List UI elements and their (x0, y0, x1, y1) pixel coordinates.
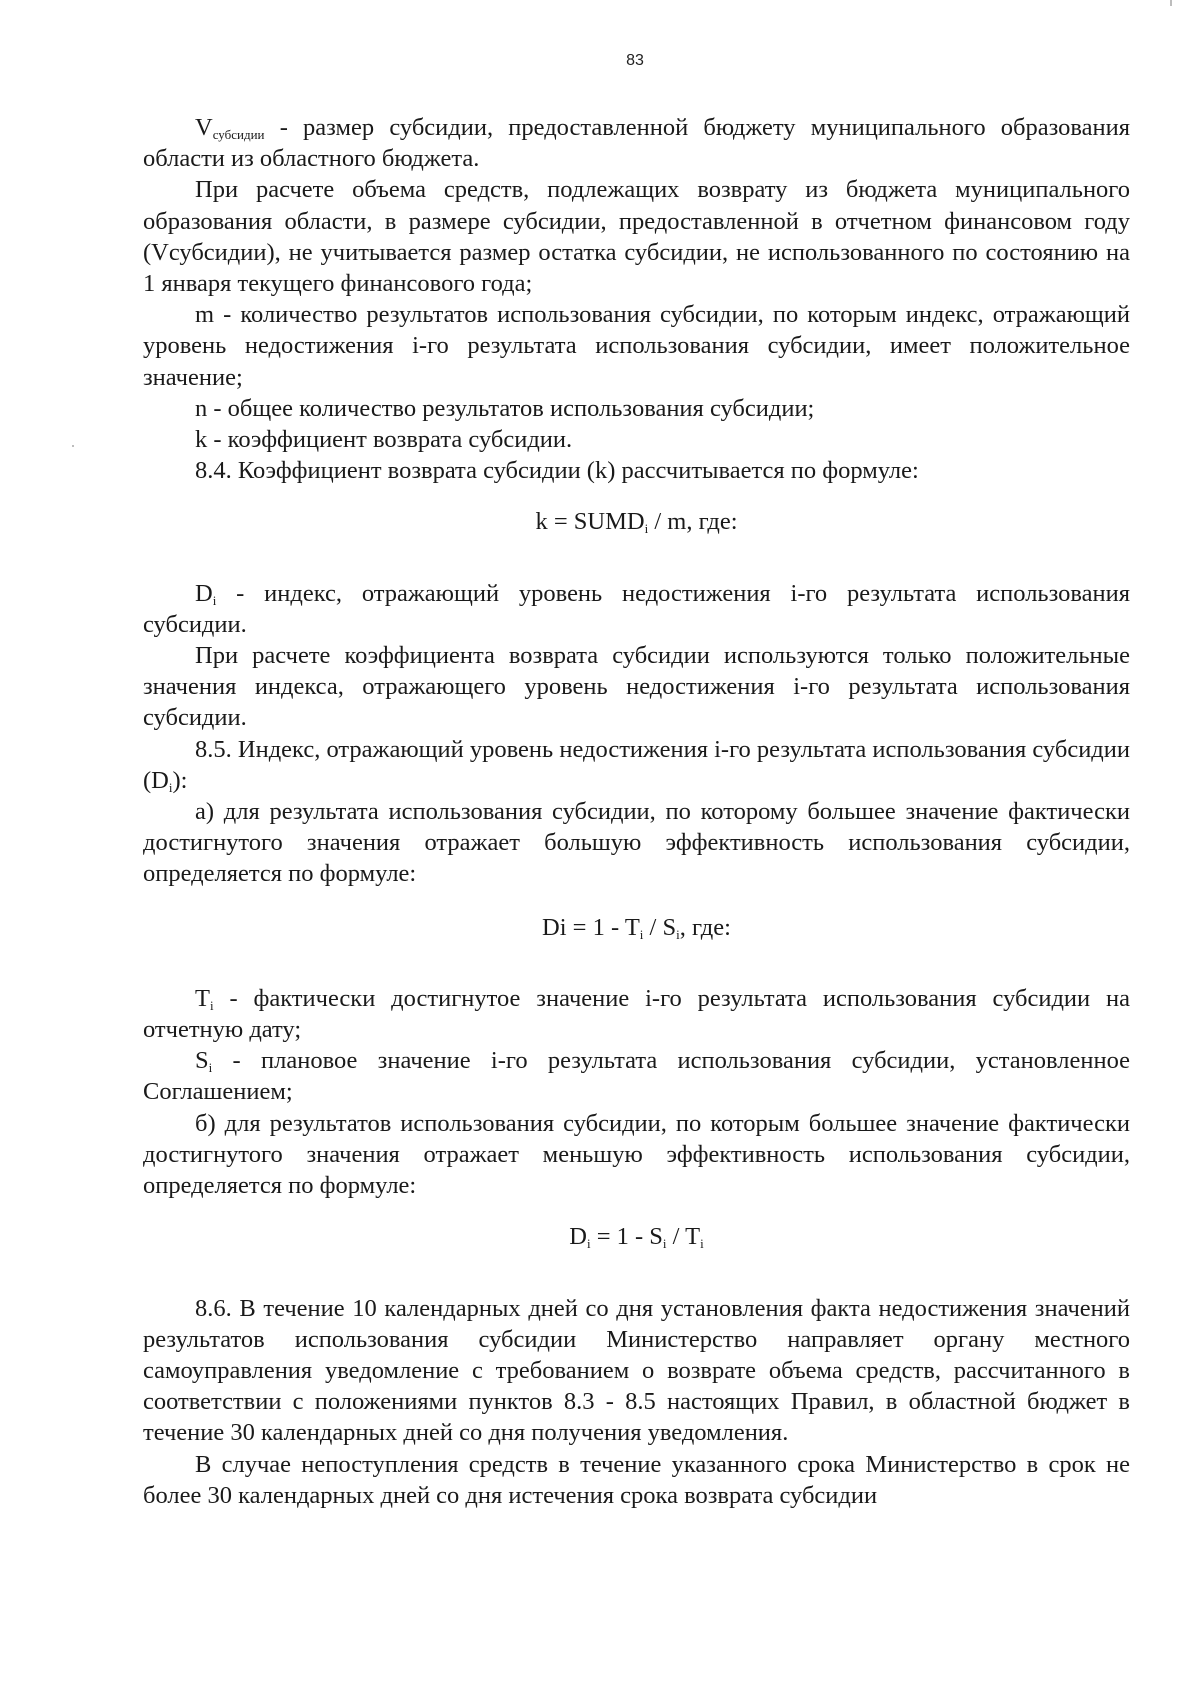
scan-mark-left (72, 445, 74, 447)
paragraph-8-4: 8.4. Коэффициент возврата субсидии (k) рассчитывается по формуле: (195, 457, 919, 485)
formula-di-case-b: $D_i = 1 - S_i / T_i$ (569, 1223, 704, 1252)
paragraph-case-b: б) для результатов использования субсидии, по которым большее значение фактически достигнутого значения отражает меньшую эффективность использования субсидии, определяется по формуле: (143, 1109, 1130, 1200)
scan-mark-top-right (1170, 0, 1172, 6)
paragraph-positive-values-note: При расчете коэффициента возврата субсидии используются только положительные значения индекса, отражающего уровень недостижения i-го результата использования субсидии. (143, 642, 1130, 732)
document-body (143, 112, 1130, 1511)
paragraph-8-5: 8.5. Индекс, отражающий уровень недостижения i-го результата использования субсидии $(D_i)$: (143, 735, 1130, 795)
paragraph-si-definition: $S_i$ - плановое значение i-го результата использования субсидии, установленное Соглашением; (143, 1047, 1130, 1106)
paragraph-n-definition: n - общее количество результатов использования субсидии; (195, 394, 815, 422)
page-number: 83 (626, 52, 644, 69)
formula-di-case-a: $Di = 1 - T_i / S_i$, где: (542, 913, 731, 942)
paragraph-8-6: 8.6. В течение 10 календарных дней со дня установления факта недостижения значений результатов использования субсидии Министерство направляет органу местного самоуправления уведомление с требованием о возврате объема средств, рассчитанного в соответствии с положениями пунктов 8.3 - 8.5 настоящих Правил, в областной бюджет в течение 30 календарных дней со дня получения уведомления. (143, 1294, 1130, 1447)
paragraph-case-a: а) для результата использования субсидии, по которому большее значение фактически достигнутого значения отражает большую эффективность использования субсидии, определяется по формуле: (143, 798, 1130, 888)
paragraph-nonpayment: В случае непоступления средств в течение указанного срока Министерство в срок не более 30 календарных дней со дня истечения срока возврата субсидии (143, 1450, 1130, 1509)
paragraph-m-definition: m - количество результатов использования субсидии, по которым индекс, отражающий уровень недостижения i-го результата использования субсидии, имеет положительное значение; (143, 301, 1130, 391)
paragraph-di-definition: $D_i$ - индекс, отражающий уровень недостижения i-го результата использования субсидии. (143, 579, 1130, 638)
paragraph-ti-definition: $T_i$ - фактически достигнутое значение i-го результата использования субсидии на отчетную дату; (143, 984, 1130, 1044)
paragraph-k-definition: k - коэффициент возврата субсидии. (195, 426, 573, 454)
paragraph-calculation-note: При расчете объема средств, подлежащих возврату из бюджета муниципального образования области, в размере субсидии, предоставленной в отчетном финансовом году (Vсубсидии), не учитывается размер остатка субсидии, не использованного по состоянию на 1 января текущего финансового года; (143, 176, 1130, 298)
paragraph-vsubsidy-definition: $V_{субсидии}$ - размер субсидии, предоставленной бюджету муниципального образования области из областного бюджета. (143, 114, 1130, 173)
formula-k: $k = SUMD_i / m$, где: (535, 508, 738, 537)
